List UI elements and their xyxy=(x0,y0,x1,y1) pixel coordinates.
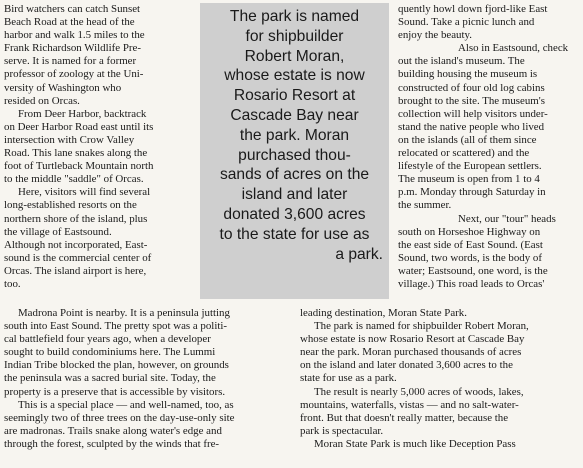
text-line: constructed of four old log cabins xyxy=(398,81,545,94)
pull-quote-line: island and later xyxy=(241,186,348,204)
text-line: Indian Tribe blocked the plan, however, on grounds xyxy=(4,359,229,372)
text-line: Orcas. The island airport is here, xyxy=(4,264,147,277)
pull-quote-line: the park. Moran xyxy=(239,126,350,144)
pull-quote-line: donated 3,600 acres xyxy=(223,205,366,223)
text-line: on the island and later donated 3,600 acres to the xyxy=(300,359,513,372)
text-line: through the forest, sculpted by the winds that fre- xyxy=(4,437,220,450)
text-line: Here, visitors will find several xyxy=(18,186,151,199)
paragraph xyxy=(4,307,298,399)
text-line: park is spectacular. xyxy=(300,424,384,437)
text-line: p.m. Monday through Saturday in xyxy=(398,186,546,199)
text-line: stand the native people who lived xyxy=(398,120,545,133)
paragraph xyxy=(398,213,580,292)
text-line: Also in Eastsound, check xyxy=(458,42,569,55)
column-left xyxy=(4,3,196,291)
text-line: too. xyxy=(4,277,21,290)
paragraph xyxy=(398,42,580,212)
paragraph xyxy=(4,186,196,291)
text-line: The museum is open from 1 to 4 xyxy=(398,173,540,186)
paragraph xyxy=(4,399,298,451)
text-line: enjoy the beauty. xyxy=(398,29,472,42)
text-line: south into East Sound. The pretty spot was a politi- xyxy=(4,320,228,333)
paragraph xyxy=(398,3,580,42)
pull-quote-line: sands of acres on the xyxy=(219,166,370,184)
text-line: versity of Washington who xyxy=(4,81,122,94)
text-line: Sound, two words, is the body of xyxy=(398,251,542,264)
pull-quote-line: whose estate is now xyxy=(224,67,365,85)
text-line: relocated or scattered) and the xyxy=(398,147,530,160)
paragraph xyxy=(300,438,582,451)
paragraph xyxy=(300,386,582,438)
text-line: professor of zoology at the Uni- xyxy=(4,68,144,81)
text-line: on Deer Harbor Road east until its xyxy=(4,120,154,133)
pull-quote-line: for shipbuilder xyxy=(245,27,344,45)
paragraph xyxy=(4,108,196,187)
pull-quote-line: Cascade Bay near xyxy=(230,106,359,124)
text-line: harbor and walk 1.5 miles to the xyxy=(4,29,145,42)
text-line: Sound. Take a picnic lunch and xyxy=(398,16,535,29)
text-line: brought to the site. The museum's xyxy=(398,94,545,107)
text-line: out the island's museum. The xyxy=(398,55,525,68)
text-line: leading destination, Moran State Park. xyxy=(300,307,467,319)
text-line: northern shore of the island, plus xyxy=(4,212,148,225)
text-line: mountains, waterfalls, vistas — and no salt-water- xyxy=(300,398,519,411)
paragraph xyxy=(300,320,582,385)
pull-quote-line: Robert Moran, xyxy=(244,47,345,65)
text-line: state for use as a park. xyxy=(300,372,397,385)
text-line: seemingly two of three trees on the day-use-only site xyxy=(4,411,235,424)
text-line: Frank Richardson Wildlife Pre- xyxy=(4,42,141,55)
text-line: Next, our "tour" heads xyxy=(458,212,556,225)
text-line: Road. This lane snakes along the xyxy=(4,147,148,160)
text-line: intersection with Crow Valley xyxy=(4,133,135,146)
text-line: The result is nearly 5,000 acres of woods, lakes, xyxy=(314,385,524,398)
text-line: south on Horseshoe Highway on xyxy=(398,225,541,238)
text-line: the village of Eastsound. xyxy=(4,225,112,238)
text-line: long-established resorts on the xyxy=(4,199,137,212)
text-line: lifestyle of the European settlers. xyxy=(398,160,542,173)
text-line: quently howl down fjord-like East xyxy=(398,3,548,15)
pull-quote-line: to the state for use as xyxy=(219,225,370,243)
text-line: property is a preserve that is accessible by visitors. xyxy=(4,385,226,398)
column-lower-right xyxy=(300,307,582,451)
pull-quote-line: Rosario Resort at xyxy=(233,87,356,105)
column-lower-left xyxy=(4,307,298,451)
text-line: the east side of East Sound. (East xyxy=(398,238,543,251)
pull-quote-line: purchased thou- xyxy=(238,146,351,164)
text-line: water; Eastsound, one word, is the xyxy=(398,264,548,277)
column-right xyxy=(398,3,580,291)
paragraph xyxy=(4,3,196,108)
text-line: cal battlefield four years ago, when a developer xyxy=(4,333,211,346)
text-line: foot of Turtleback Mountain north xyxy=(4,160,154,173)
text-line: collection will help visitors under- xyxy=(398,107,548,120)
pull-quote-line: The park is named xyxy=(229,8,360,25)
text-line: Madrona Point is nearby. It is a peninsula jutting xyxy=(18,307,230,319)
text-line: front. But that doesn't really matter, because the xyxy=(300,411,509,424)
text-line: resided on Orcas. xyxy=(4,94,80,107)
text-line: Bird watchers can catch Sunset xyxy=(4,3,141,15)
text-line: building housing the museum is xyxy=(398,68,538,81)
text-line: are madronas. Trails snake along water's edge and xyxy=(4,424,222,437)
text-line: to the middle "saddle" of Orcas. xyxy=(4,173,144,186)
text-line: the peninsula was a sacred burial site. Today, the xyxy=(4,372,216,385)
text-line: serve. It is named for a former xyxy=(4,55,137,68)
text-line: whose estate is now Rosario Resort at Cascade Bay xyxy=(300,333,525,346)
text-line: Although not incorporated, East- xyxy=(4,238,148,251)
text-line: The park is named for shipbuilder Robert Moran, xyxy=(314,320,529,333)
text-line: village.) This road leads to Orcas' xyxy=(398,277,545,290)
text-line: Beach Road at the head of the xyxy=(4,16,135,29)
pull-quote xyxy=(200,3,389,299)
pull-quote-line: a park. xyxy=(335,245,383,263)
text-line: From Deer Harbor, backtrack xyxy=(18,107,147,120)
text-line: near the park. Moran purchased thousands of acres xyxy=(300,346,522,359)
text-line: Moran State Park is much like Deception Pass xyxy=(314,437,516,450)
text-line: on the islands (all of them since xyxy=(398,133,537,146)
paragraph xyxy=(300,307,582,320)
text-line: This is a special place — and well-named, too, as xyxy=(18,398,234,411)
text-line: the summer. xyxy=(398,199,452,212)
text-line: sought to build condominiums here. The Lummi xyxy=(4,346,216,359)
text-line: sound is the commercial center of xyxy=(4,251,152,264)
